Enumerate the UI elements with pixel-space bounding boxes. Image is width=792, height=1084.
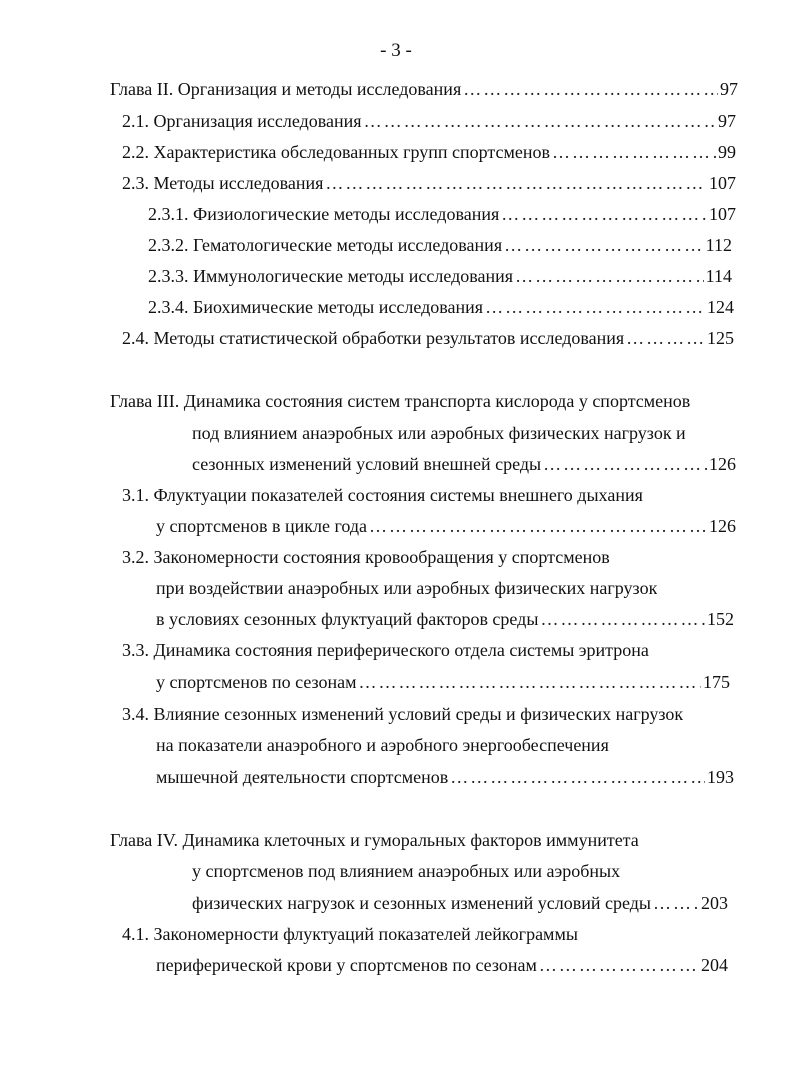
toc-page-ref: 107 [709, 173, 736, 193]
toc-entry-text: 2.3.2. Гематологические методы исследования [148, 235, 503, 255]
dot-leader [485, 296, 705, 318]
toc-page-ref: 112 [705, 235, 732, 255]
toc-entry-text: 2.1. Организация исследования [122, 111, 362, 131]
toc-page-ref: 125 [707, 328, 734, 348]
dot-leader [450, 766, 705, 788]
toc-entry-3-2-line1: 3.2. Закономерности состояния кровообращения у спортсменов [122, 547, 610, 567]
dot-leader [359, 671, 701, 693]
toc-entry-2-4 [122, 327, 734, 349]
dot-leader [501, 203, 707, 225]
dot-leader [653, 892, 699, 914]
toc-page-ref: 99 [718, 142, 736, 162]
toc-entry-3-3-line1: 3.3. Динамика состояния периферического отдела системы эритрона [122, 640, 649, 660]
toc-entry-4-1-line2 [156, 954, 728, 976]
toc-entry-chapter-4-line2: у спортсменов под влиянием анаэробных или аэробных [192, 861, 621, 881]
toc-page-ref: 97 [720, 79, 738, 99]
toc-entry-text: 2.2. Характеристика обследованных групп спортсменов [122, 142, 550, 162]
toc-page-ref: 124 [707, 297, 734, 317]
toc-entry-3-1-line2 [156, 515, 736, 537]
toc-entry-text: периферической крови у спортсменов по сезонам [156, 955, 537, 975]
toc-page-ref: 97 [718, 111, 736, 131]
toc-entry-chapter-4-line3 [192, 892, 728, 914]
toc-entry-4-1-line1: 4.1. Закономерности флуктуаций показателей лейкограммы [122, 924, 578, 944]
toc-entry-3-1-line1: 3.1. Флуктуации показателей состояния системы внешнего дыхания [122, 485, 643, 505]
toc-entry-text: 2.3.3. Иммунологические методы исследования [148, 266, 514, 286]
toc-entry-2-1 [122, 110, 736, 132]
toc-page-ref: 107 [709, 204, 736, 224]
dot-leader [543, 453, 707, 475]
toc-entry-text: физических нагрузок и сезонных изменений условий среды [192, 893, 651, 913]
toc-page-ref: 203 [701, 893, 728, 913]
dot-leader [369, 515, 707, 537]
toc-entry-text: мышечной деятельности спортсменов [156, 767, 449, 787]
toc-entry-3-3-line2 [156, 671, 730, 693]
dot-leader [325, 172, 707, 194]
page-number: - 3 - [380, 40, 412, 61]
toc-entry-chapter-2 [110, 78, 738, 100]
toc-page-ref: 204 [701, 955, 728, 975]
toc-page-ref: 152 [707, 609, 734, 629]
toc-entry-text: у спортсменов в цикле года [156, 516, 368, 536]
toc-page-ref: 175 [703, 672, 730, 692]
toc-entry-3-4-line1: 3.4. Влияние сезонных изменений условий среды и физических нагрузок [122, 704, 684, 724]
dot-leader [626, 327, 705, 349]
toc-page-ref: 193 [707, 767, 734, 787]
toc-entry-text: Глава II. Организация и методы исследования [110, 79, 462, 99]
toc-entry-text: 2.4. Методы статистической обработки результатов исследования [122, 328, 625, 348]
toc-entry-text: 2.3.1. Физиологические методы исследования [148, 204, 500, 224]
toc-entry-text: сезонных изменений условий внешней среды [192, 454, 542, 474]
toc-entry-2-2 [122, 141, 736, 163]
toc-entry-text: 2.3.4. Биохимические методы исследования [148, 297, 484, 317]
dot-leader [552, 141, 716, 163]
toc-page-ref: 114 [705, 266, 732, 286]
toc-entry-text: 2.3. Методы исследования [122, 173, 324, 193]
dot-leader [540, 608, 705, 630]
dot-leader [539, 954, 699, 976]
toc-page-ref: 126 [709, 454, 736, 474]
toc-entry-2-3-3 [148, 265, 732, 287]
toc-entry-text: в условиях сезонных флуктуаций факторов среды [156, 609, 539, 629]
toc-entry-2-3-2 [148, 234, 732, 256]
toc-entry-chapter-3-line3 [192, 453, 736, 475]
dot-leader [515, 265, 704, 287]
dot-leader [364, 110, 716, 132]
toc-page-ref: 126 [709, 516, 736, 536]
dot-leader [463, 78, 718, 100]
toc-entry-2-3-1 [148, 203, 736, 225]
toc-entry-chapter-3-line1: Глава III. Динамика состояния систем транспорта кислорода у спортсменов [110, 391, 691, 411]
toc-entry-chapter-4-line1: Глава IV. Динамика клеточных и гуморальных факторов иммунитета [110, 830, 639, 850]
toc-entry-3-2-line3 [156, 608, 734, 630]
toc-entry-2-3-4 [148, 296, 734, 318]
toc-entry-3-4-line3 [156, 766, 734, 788]
dot-leader [504, 234, 704, 256]
toc-entry-3-4-line2: на показатели анаэробного и аэробного энергообеспечения [156, 735, 609, 755]
toc-entry-text: у спортсменов по сезонам [156, 672, 357, 692]
toc-entry-3-2-line2: при воздействии анаэробных или аэробных физических нагрузок [156, 578, 658, 598]
toc-entry-2-3 [122, 172, 736, 194]
toc-entry-chapter-3-line2: под влиянием анаэробных или аэробных физических нагрузок и [192, 423, 686, 443]
